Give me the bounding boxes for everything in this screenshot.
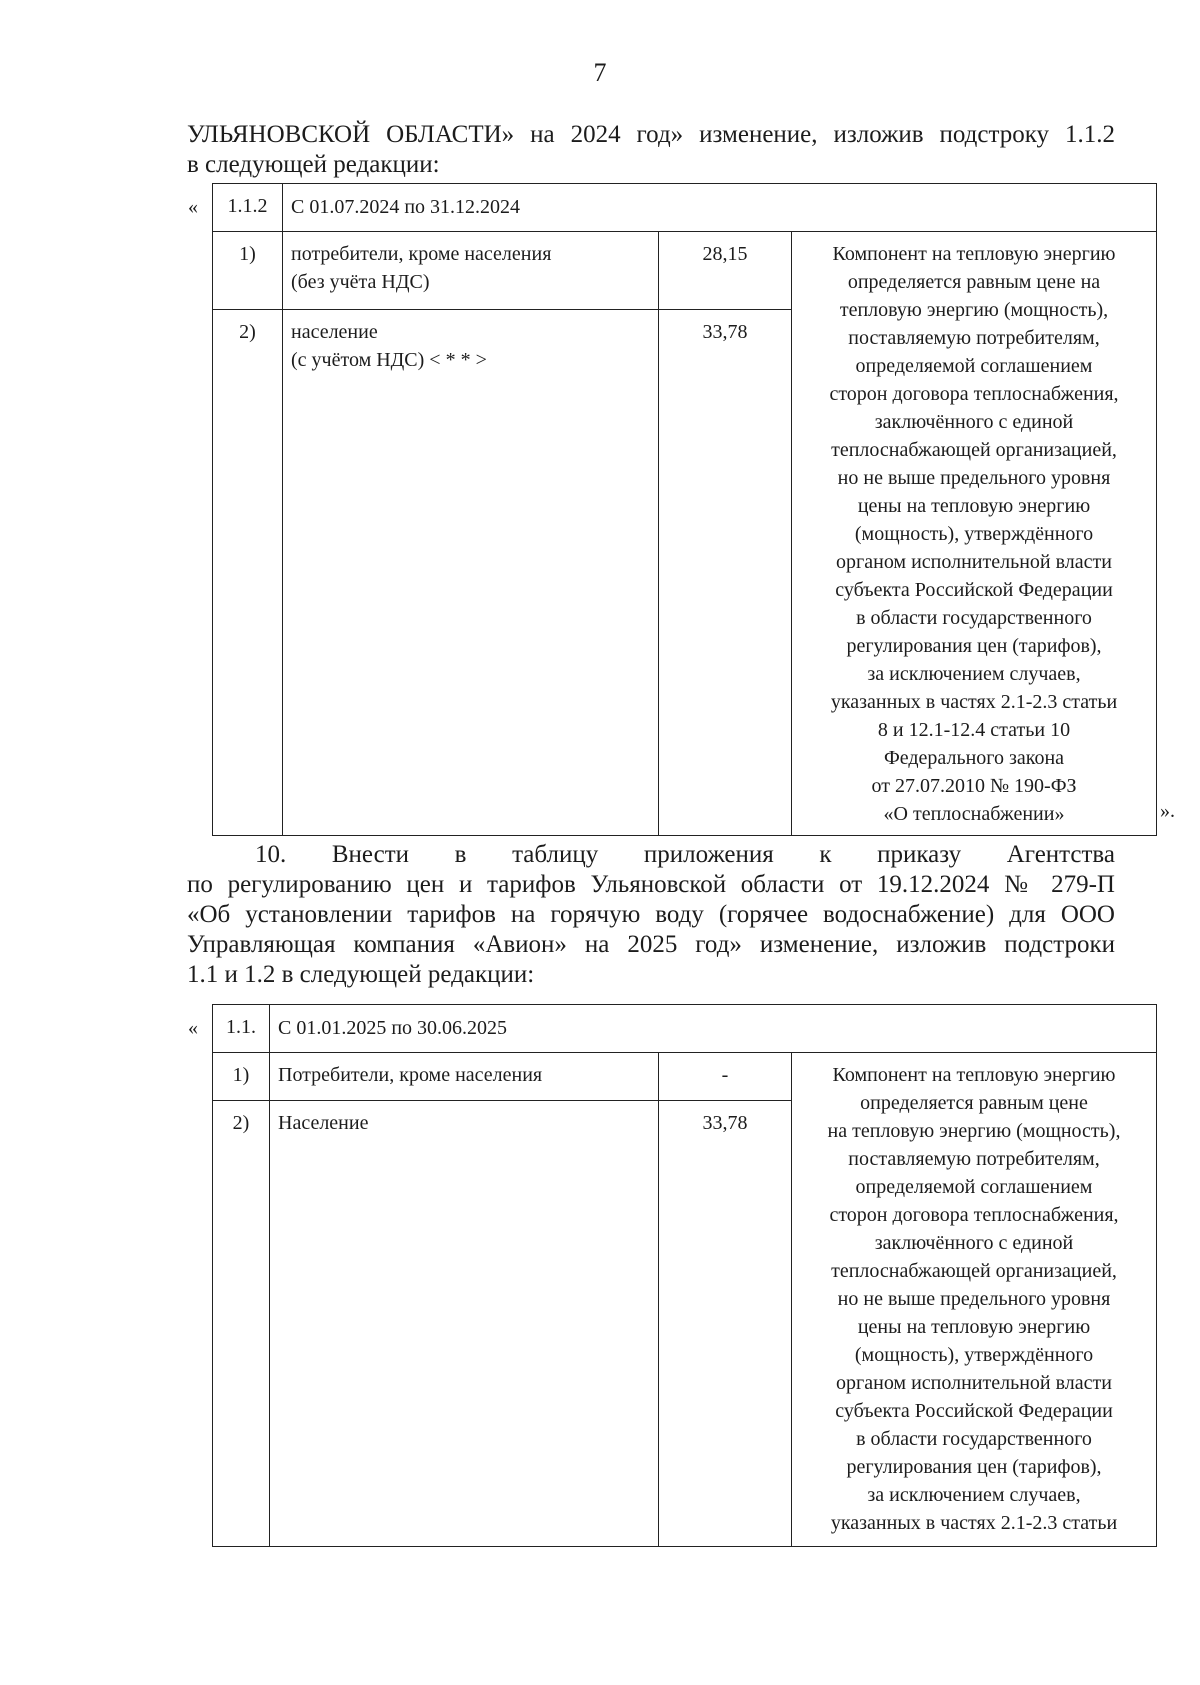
table-header-row (213, 1005, 1157, 1053)
component-line: на тепловую энергию (мощность), (827, 1120, 1121, 1142)
component-line: регулирования цен (тарифов), (846, 1456, 1102, 1478)
period-label: С 01.07.2024 по 31.12.2024 (283, 184, 1157, 232)
consumer-label-line: потребители, кроме населения (291, 243, 552, 265)
component-line: теплоснабжающей организацией, (831, 439, 1117, 461)
component-line: субъекта Российской Федерации (835, 1400, 1113, 1422)
component-line: сторон договора теплоснабжения, (829, 1204, 1119, 1226)
consumer-label (270, 1101, 659, 1547)
period-label: С 01.01.2025 по 30.06.2025 (270, 1005, 1157, 1053)
component-line: но не выше предельного уровня (837, 467, 1111, 489)
row-number: 1) (213, 232, 283, 310)
component-line: определяется равным цене на (847, 271, 1101, 293)
price-value: 33,78 (659, 310, 792, 836)
paragraph-2-line: 1.1 и 1.2 в следующей редакции: (187, 961, 535, 988)
paragraph-2-line: 10. Внести в таблицу приложения к приказу Агентства (255, 841, 1115, 868)
quote-open: « (188, 196, 198, 218)
component-line: субъекта Российской Федерации (835, 579, 1113, 601)
component-line: Компонент на тепловую энергию (832, 1064, 1116, 1086)
tariff-table-1 (212, 183, 1157, 836)
component-line: указанных в частях 2.1-2.3 статьи (830, 1512, 1118, 1534)
consumer-label-line: Потребители, кроме населения (278, 1064, 543, 1086)
row-number: 1) (213, 1053, 270, 1101)
tariff-table-2 (212, 1004, 1157, 1547)
component-line: цены на тепловую энергию (857, 495, 1091, 517)
component-line: «О теплоснабжении» (883, 803, 1065, 825)
component-line: определяемой соглашением (855, 355, 1093, 377)
component-line: определяется равным цене (860, 1092, 1088, 1114)
component-description (792, 1053, 1157, 1547)
price-value: - (659, 1053, 792, 1101)
component-line: органом исполнительной власти (836, 1372, 1112, 1394)
component-line: цены на тепловую энергию (857, 1316, 1091, 1338)
component-line: заключённого с единой (874, 411, 1074, 433)
component-line: Компонент на тепловую энергию (832, 243, 1116, 265)
consumer-label (270, 1053, 659, 1101)
component-line: за исключением случаев, (867, 1484, 1081, 1506)
table-row (213, 1053, 1157, 1101)
paragraph-2-line: Управляющая компания «Авион» на 2025 год» изменение, изложив подстроки (187, 931, 1115, 958)
component-line: Федерального закона (883, 747, 1065, 769)
component-line: (мощность), утверждённого (854, 523, 1094, 545)
component-description (792, 232, 1157, 836)
component-line: заключённого с единой (874, 1232, 1074, 1254)
component-line: но не выше предельного уровня (837, 1288, 1111, 1310)
component-line: поставляемую потребителям, (848, 327, 1100, 349)
paragraph-2-line: «Об установлении тарифов на горячую воду (горячее водоснабжение) для ООО (187, 901, 1115, 928)
component-line: указанных в частях 2.1-2.3 статьи (830, 691, 1118, 713)
component-line: органом исполнительной власти (836, 551, 1112, 573)
price-value: 28,15 (659, 232, 792, 310)
consumer-label-line: население (291, 321, 378, 343)
subrow-code: 1.1.2 (213, 184, 283, 232)
component-line: 8 и 12.1-12.4 статьи 10 (877, 719, 1071, 741)
row-number: 2) (213, 1101, 270, 1547)
price-value: 33,78 (659, 1101, 792, 1547)
table-row (213, 232, 1157, 310)
component-line: в области государственного (856, 607, 1092, 629)
component-line: сторон договора теплоснабжения, (829, 383, 1119, 405)
component-line: регулирования цен (тарифов), (846, 635, 1102, 657)
paragraph-1-line: в следующей редакции: (187, 151, 440, 178)
quote-open: « (188, 1017, 198, 1039)
component-line: (мощность), утверждённого (854, 1344, 1094, 1366)
component-line: тепловую энергию (мощность), (839, 299, 1109, 321)
consumer-label (283, 310, 659, 836)
paragraph-1 (187, 120, 1115, 180)
component-line: поставляемую потребителям, (848, 1148, 1100, 1170)
consumer-label (283, 232, 659, 310)
consumer-label-line: (с учётом НДС) < * * > (291, 349, 487, 371)
paragraph-1-line: УЛЬЯНОВСКОЙ ОБЛАСТИ» на 2024 год» изменение, изложив подстроку 1.1.2 (187, 121, 1115, 148)
component-line: теплоснабжающей организацией, (831, 1260, 1117, 1282)
component-line: за исключением случаев, (867, 663, 1081, 685)
page-number: 7 (593, 58, 607, 87)
consumer-label-line: Население (278, 1112, 369, 1134)
subrow-code: 1.1. (213, 1005, 270, 1053)
component-line: определяемой соглашением (855, 1176, 1093, 1198)
component-line: от 27.07.2010 № 190-ФЗ (871, 775, 1077, 797)
table-header-row (213, 184, 1157, 232)
row-number: 2) (213, 310, 283, 836)
paragraph-2-line: по регулированию цен и тарифов Ульяновской области от 19.12.2024 № 279-П (187, 871, 1115, 898)
consumer-label-line: (без учёта НДС) (291, 271, 430, 293)
paragraph-2 (187, 840, 1115, 990)
quote-close: ». (1160, 800, 1175, 822)
component-line: в области государственного (856, 1428, 1092, 1450)
